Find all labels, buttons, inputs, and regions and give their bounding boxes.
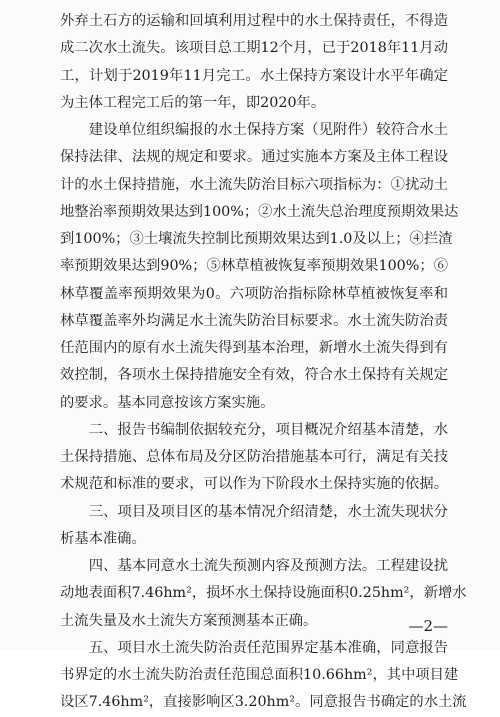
- text-line: 的要求。基本同意按该方案实施。: [60, 394, 275, 411]
- page-number: —2—: [408, 617, 448, 635]
- text-line: 设区7.46hm²，直接影响区3.20hm²。同意报告书确定的水土流: [60, 694, 467, 711]
- text-line: 地整治率预期效果达到100%；②水土流失总治理度预期效果达: [60, 203, 459, 220]
- text-line: 五、项目水土流失防治责任范围界定基本准确，同意报告: [60, 639, 448, 656]
- text-line: 林草覆盖率预期效果为0。六项防治指标除林草植被恢复率和: [60, 285, 448, 302]
- text-line: 保持法律、法规的规定和要求。通过实施本方案及主体工程设: [60, 149, 448, 166]
- text-line: 率预期效果达到90%；⑤林草植被恢复率预期效果100%；⑥: [60, 258, 448, 275]
- text-line: 四、基本同意水土流失预测内容及预测方法。工程建设扰: [60, 558, 448, 574]
- text-line: 计的水土保持措施，水土流失防治目标六项指标为：①扰动土: [60, 176, 448, 193]
- text-line: 建设单位组织编报的水土保持方案（见附件）较符合水土: [60, 122, 448, 138]
- text-line: 二、报告书编制依据较充分，项目概况介绍基本清楚，水: [60, 421, 448, 438]
- text-line: 三、项目及项目区的基本情况介绍清楚，水土流失现状分: [60, 503, 448, 520]
- text-line: 任范围内的原有水土流失得到基本治理，新增水土流失得到有: [60, 340, 448, 356]
- text-line: 析基本准确。: [60, 530, 146, 547]
- text-line: 成二次水土流失。该项目总工期12个月，已于2018年11月动: [60, 40, 448, 57]
- body-text: [60, 8, 467, 717]
- text-line: 动地表面积7.46hm²，损坏水土保持设施面积0.25hm²，新增水: [60, 585, 467, 602]
- text-line: 术规范和标准的要求，可以作为下阶段水土保持实施的依据。: [60, 476, 448, 493]
- text-line: 土保持措施、总体布局及分区防治措施基本可行，满足有关技: [60, 449, 448, 465]
- text-line: 书界定的水土流失防治责任范围总面积10.66hm²，其中项目建: [60, 667, 459, 683]
- text-line: 到100%；③土壤流失控制比预期效果达到1.0及以上；④拦渣: [60, 231, 453, 247]
- text-line: 林草覆盖率外均满足水土流失防治目标要求。水土流失防治责: [60, 312, 448, 329]
- text-line: 效控制，各项水土保持措施安全有效，符合水土保持有关规定: [60, 367, 448, 384]
- text-line: 为主体工程完工后的第一年，即2020年。: [60, 94, 326, 111]
- text-line: 土流失量及水土流失方案预测基本正确。: [60, 612, 318, 629]
- text-line: 工，计划于2019年11月完工。水土保持方案设计水平年确定: [60, 67, 448, 84]
- text-line: 外弃土石方的运输和回填利用过程中的水土保持责任，不得造: [60, 13, 448, 29]
